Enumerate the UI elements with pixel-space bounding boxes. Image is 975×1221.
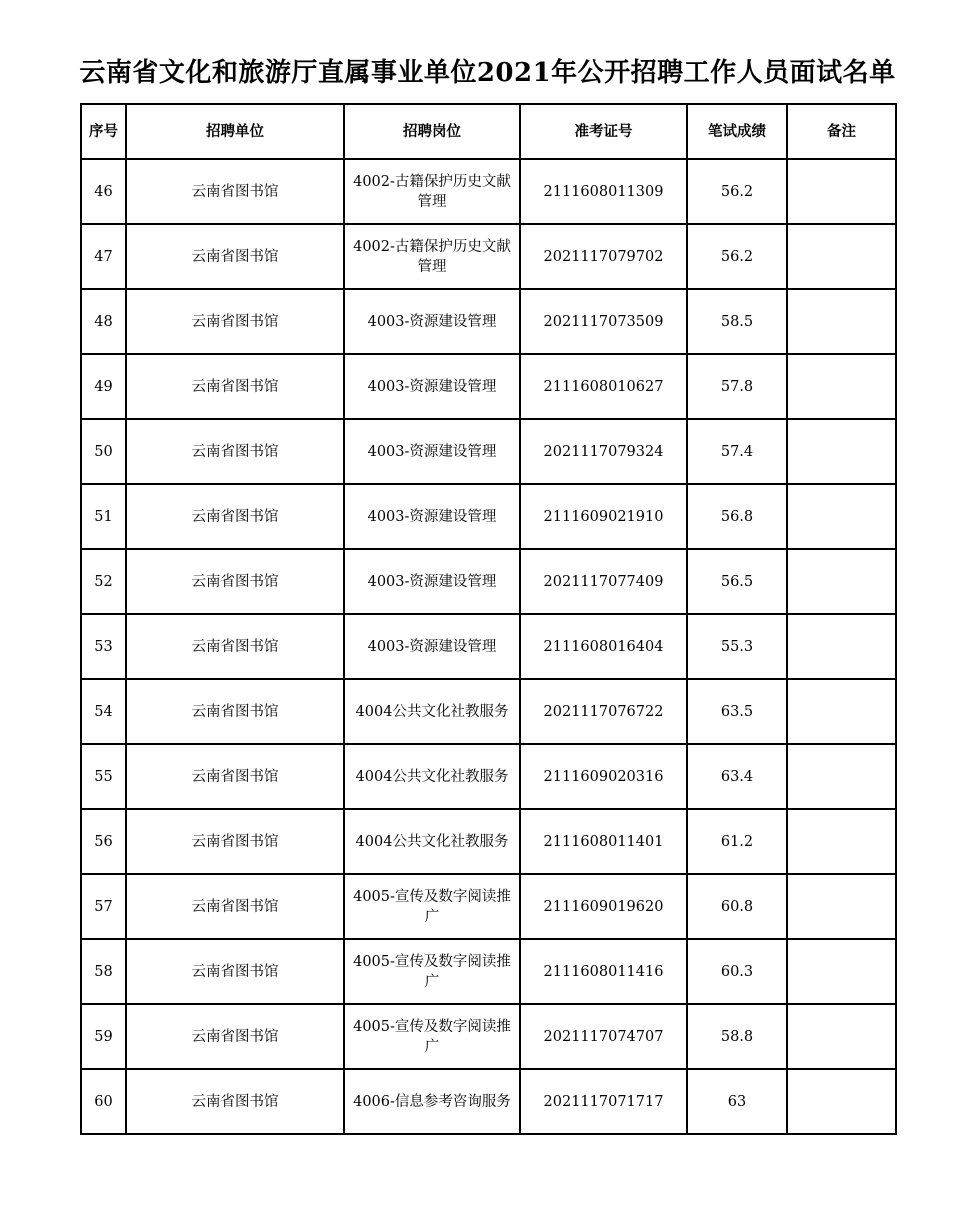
recruiting-unit-cell: 云南省图书馆 — [126, 874, 344, 939]
recruiting-post-cell: 4003-资源建设管理 — [344, 289, 520, 354]
written-score-cell: 58.8 — [687, 1004, 787, 1069]
written-score-cell: 55.3 — [687, 614, 787, 679]
row-number-cell: 54 — [81, 679, 126, 744]
row-number-cell: 53 — [81, 614, 126, 679]
note-cell — [787, 159, 896, 224]
note-cell — [787, 1069, 896, 1134]
recruiting-post-cell: 4005-宣传及数字阅读推广 — [344, 939, 520, 1004]
written-score-cell: 63.4 — [687, 744, 787, 809]
written-score-cell: 60.3 — [687, 939, 787, 1004]
row-number-cell: 60 — [81, 1069, 126, 1134]
table-row — [81, 549, 896, 614]
recruiting-post-cell: 4004公共文化社教服务 — [344, 744, 520, 809]
header-exam-id: 准考证号 — [520, 104, 687, 159]
recruiting-unit-cell: 云南省图书馆 — [126, 614, 344, 679]
row-number-cell: 49 — [81, 354, 126, 419]
recruiting-unit-cell: 云南省图书馆 — [126, 354, 344, 419]
table-row — [81, 354, 896, 419]
document-title: 云南省文化和旅游厅直属事业单位2021年公开招聘工作人员面试名单 — [79, 58, 896, 88]
row-number-cell: 46 — [81, 159, 126, 224]
note-cell — [787, 744, 896, 809]
exam-id-cell: 2111608011309 — [520, 159, 687, 224]
header-post: 招聘岗位 — [344, 104, 520, 159]
header-note: 备注 — [787, 104, 896, 159]
header-number: 序号 — [81, 104, 126, 159]
exam-id-cell: 2021117079702 — [520, 224, 687, 289]
note-cell — [787, 289, 896, 354]
row-number-cell: 58 — [81, 939, 126, 1004]
table-row — [81, 159, 896, 224]
written-score-cell: 61.2 — [687, 809, 787, 874]
recruiting-post-cell: 4002-古籍保护历史文献管理 — [344, 159, 520, 224]
written-score-cell: 56.2 — [687, 159, 787, 224]
exam-id-cell: 2021117076722 — [520, 679, 687, 744]
table-row — [81, 289, 896, 354]
recruiting-post-cell: 4002-古籍保护历史文献管理 — [344, 224, 520, 289]
recruiting-post-cell: 4004公共文化社教服务 — [344, 809, 520, 874]
exam-id-cell: 2111609020316 — [520, 744, 687, 809]
exam-id-cell: 2021117073509 — [520, 289, 687, 354]
exam-id-cell: 2111609019620 — [520, 874, 687, 939]
table-row — [81, 939, 896, 1004]
written-score-cell: 58.5 — [687, 289, 787, 354]
written-score-cell: 56.2 — [687, 224, 787, 289]
exam-id-cell: 2021117074707 — [520, 1004, 687, 1069]
recruiting-post-cell: 4005-宣传及数字阅读推广 — [344, 1004, 520, 1069]
row-number-cell: 55 — [81, 744, 126, 809]
exam-id-cell: 2021117071717 — [520, 1069, 687, 1134]
exam-id-cell: 2111608011401 — [520, 809, 687, 874]
recruiting-post-cell: 4003-资源建设管理 — [344, 354, 520, 419]
table-row — [81, 1069, 896, 1134]
recruiting-post-cell: 4003-资源建设管理 — [344, 614, 520, 679]
note-cell — [787, 549, 896, 614]
row-number-cell: 57 — [81, 874, 126, 939]
recruiting-post-cell: 4003-资源建设管理 — [344, 549, 520, 614]
note-cell — [787, 224, 896, 289]
row-number-cell: 56 — [81, 809, 126, 874]
row-number-cell: 50 — [81, 419, 126, 484]
written-score-cell: 63 — [687, 1069, 787, 1134]
note-cell — [787, 484, 896, 549]
table-row — [81, 224, 896, 289]
recruiting-unit-cell: 云南省图书馆 — [126, 679, 344, 744]
recruiting-unit-cell: 云南省图书馆 — [126, 939, 344, 1004]
exam-id-cell: 2111608011416 — [520, 939, 687, 1004]
row-number-cell: 51 — [81, 484, 126, 549]
exam-id-cell: 2111609021910 — [520, 484, 687, 549]
recruiting-post-cell: 4004公共文化社教服务 — [344, 679, 520, 744]
recruiting-unit-cell: 云南省图书馆 — [126, 549, 344, 614]
recruiting-post-cell: 4003-资源建设管理 — [344, 484, 520, 549]
recruiting-post-cell: 4005-宣传及数字阅读推广 — [344, 874, 520, 939]
row-number-cell: 48 — [81, 289, 126, 354]
recruiting-unit-cell: 云南省图书馆 — [126, 1004, 344, 1069]
row-number-cell: 47 — [81, 224, 126, 289]
recruiting-unit-cell: 云南省图书馆 — [126, 1069, 344, 1134]
table-row — [81, 679, 896, 744]
written-score-cell: 56.5 — [687, 549, 787, 614]
interview-list-table — [80, 103, 897, 1135]
note-cell — [787, 939, 896, 1004]
written-score-cell: 56.8 — [687, 484, 787, 549]
table-row — [81, 1004, 896, 1069]
exam-id-cell: 2021117079324 — [520, 419, 687, 484]
note-cell — [787, 809, 896, 874]
note-cell — [787, 874, 896, 939]
written-score-cell: 57.8 — [687, 354, 787, 419]
table-row — [81, 874, 896, 939]
recruiting-post-cell: 4003-资源建设管理 — [344, 419, 520, 484]
header-unit: 招聘单位 — [126, 104, 344, 159]
recruiting-unit-cell: 云南省图书馆 — [126, 159, 344, 224]
note-cell — [787, 1004, 896, 1069]
recruiting-unit-cell: 云南省图书馆 — [126, 744, 344, 809]
table-row — [81, 744, 896, 809]
recruiting-unit-cell: 云南省图书馆 — [126, 809, 344, 874]
recruiting-unit-cell: 云南省图书馆 — [126, 289, 344, 354]
row-number-cell: 59 — [81, 1004, 126, 1069]
exam-id-cell: 2021117077409 — [520, 549, 687, 614]
note-cell — [787, 354, 896, 419]
note-cell — [787, 419, 896, 484]
written-score-cell: 57.4 — [687, 419, 787, 484]
exam-id-cell: 2111608016404 — [520, 614, 687, 679]
note-cell — [787, 679, 896, 744]
recruiting-unit-cell: 云南省图书馆 — [126, 484, 344, 549]
recruiting-unit-cell: 云南省图书馆 — [126, 419, 344, 484]
table-row — [81, 484, 896, 549]
recruiting-unit-cell: 云南省图书馆 — [126, 224, 344, 289]
table-row — [81, 809, 896, 874]
written-score-cell: 63.5 — [687, 679, 787, 744]
table-row — [81, 419, 896, 484]
recruiting-post-cell: 4006-信息参考咨询服务 — [344, 1069, 520, 1134]
exam-id-cell: 2111608010627 — [520, 354, 687, 419]
written-score-cell: 60.8 — [687, 874, 787, 939]
row-number-cell: 52 — [81, 549, 126, 614]
header-score: 笔试成绩 — [687, 104, 787, 159]
table-header-row — [81, 104, 896, 159]
table-row — [81, 614, 896, 679]
note-cell — [787, 614, 896, 679]
